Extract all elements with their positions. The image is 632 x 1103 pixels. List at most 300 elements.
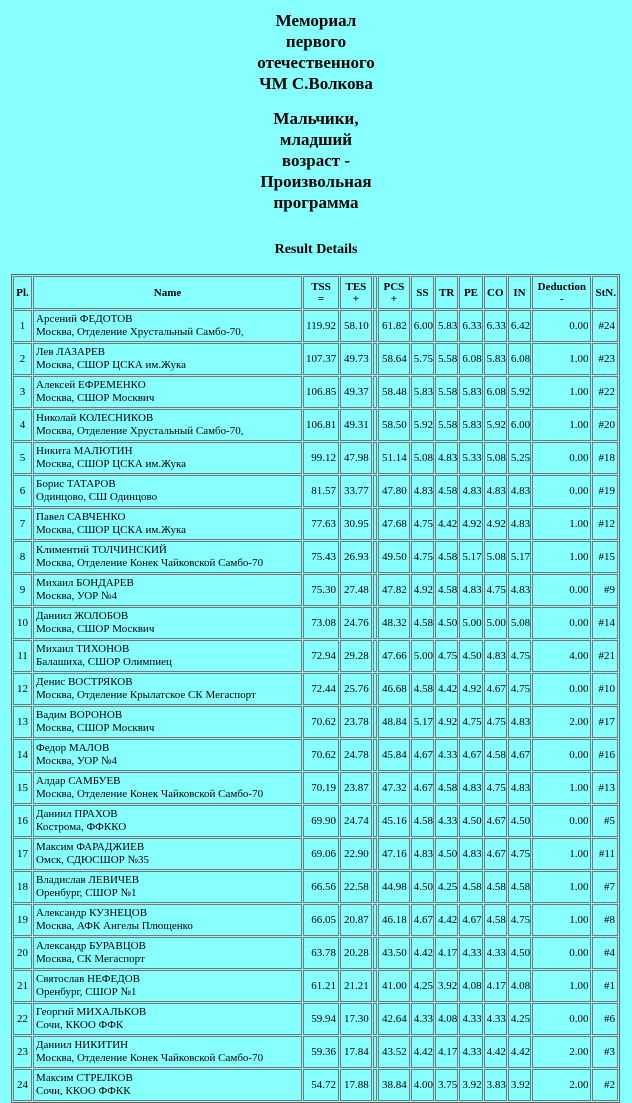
start-number-cell: #16	[592, 739, 618, 771]
deduction-cell: 0.00	[532, 1003, 591, 1035]
table-row	[13, 376, 618, 408]
in-cell: 4.75	[508, 904, 531, 936]
pcs-cell: 48.84	[378, 706, 410, 738]
tr-cell: 5.83	[435, 310, 458, 342]
place-cell: 3	[13, 376, 32, 408]
in-cell: 4.75	[508, 838, 531, 870]
table-row	[13, 904, 618, 936]
deduction-cell: 1.00	[532, 871, 591, 903]
place-cell: 6	[13, 475, 32, 507]
start-number-cell: #10	[592, 673, 618, 705]
header-name: Name	[33, 276, 302, 309]
pcs-cell: 45.16	[378, 805, 410, 837]
pcs-cell: 58.64	[378, 343, 410, 375]
header-tes	[340, 276, 372, 309]
tes-cell: 17.30	[340, 1003, 372, 1035]
tss-cell: 63.78	[303, 937, 339, 969]
tr-cell: 4.33	[435, 739, 458, 771]
tss-cell: 70.62	[303, 739, 339, 771]
pcs-cell: 45.84	[378, 739, 410, 771]
in-cell: 5.08	[508, 607, 531, 639]
header-co: CO	[484, 276, 507, 309]
ss-cell: 4.00	[411, 1069, 434, 1101]
start-number-cell: #21	[592, 640, 618, 672]
start-number-cell: #3	[592, 1036, 618, 1068]
ss-cell: 4.25	[411, 970, 434, 1002]
pe-cell: 4.33	[459, 937, 482, 969]
start-number-cell: #1	[592, 970, 618, 1002]
skater-cell	[33, 739, 302, 771]
tes-cell: 58.10	[340, 310, 372, 342]
tss-cell: 106.81	[303, 409, 339, 441]
category-title-line: программа	[273, 193, 359, 212]
table-row	[13, 475, 618, 507]
pcs-cell: 43.50	[378, 937, 410, 969]
co-cell: 5.92	[484, 409, 507, 441]
category-title	[0, 108, 632, 213]
skater-club: Сочи, ККОО ФФК	[36, 1019, 124, 1031]
ss-cell: 5.92	[411, 409, 434, 441]
header-pcs-label: PCS	[383, 280, 405, 293]
ss-cell: 4.58	[411, 673, 434, 705]
tes-cell: 20.28	[340, 937, 372, 969]
tr-cell: 4.25	[435, 871, 458, 903]
category-title-line: младший	[279, 130, 353, 149]
skater-name: Николай КОЛЕСНИКОВ	[36, 412, 154, 424]
table-row	[13, 937, 618, 969]
skater-club: Москва, УОР №4	[36, 590, 118, 602]
skater-club: Москва, Отделение Конек Чайковской Самбо-70	[36, 557, 264, 569]
place-cell: 12	[13, 673, 32, 705]
skater-name: Денис ВОСТРЯКОВ	[36, 676, 133, 688]
category-title-line: возраст -	[281, 151, 351, 170]
ss-cell: 5.83	[411, 376, 434, 408]
tes-cell: 24.78	[340, 739, 372, 771]
ss-cell: 4.75	[411, 541, 434, 573]
deduction-cell: 1.00	[532, 343, 591, 375]
deduction-cell: 0.00	[532, 937, 591, 969]
tes-cell: 26.93	[340, 541, 372, 573]
deduction-cell: 0.00	[532, 574, 591, 606]
pcs-cell: 47.82	[378, 574, 410, 606]
event-title-line: Мемориал	[275, 11, 357, 30]
ss-cell: 5.00	[411, 640, 434, 672]
co-cell: 4.42	[484, 1036, 507, 1068]
pe-cell: 4.50	[459, 640, 482, 672]
start-number-cell: #4	[592, 937, 618, 969]
pcs-cell: 49.50	[378, 541, 410, 573]
ss-cell: 4.42	[411, 1036, 434, 1068]
deduction-cell: 1.00	[532, 904, 591, 936]
co-cell: 4.67	[484, 805, 507, 837]
tss-cell: 69.90	[303, 805, 339, 837]
spacer-cell	[373, 607, 377, 639]
skater-cell	[33, 574, 302, 606]
tes-cell: 49.73	[340, 343, 372, 375]
table-row	[13, 706, 618, 738]
pe-cell: 4.75	[459, 706, 482, 738]
skater-club: Москва, Отделение Конек Чайковской Самбо-70	[36, 1052, 264, 1064]
category-title-line: Произвольная	[260, 172, 372, 191]
tr-cell: 4.17	[435, 1036, 458, 1068]
co-cell: 5.08	[484, 541, 507, 573]
pe-cell: 4.50	[459, 805, 482, 837]
table-row	[13, 838, 618, 870]
tr-cell: 4.58	[435, 541, 458, 573]
skater-cell	[33, 475, 302, 507]
tr-cell: 4.42	[435, 904, 458, 936]
place-cell: 8	[13, 541, 32, 573]
pe-cell: 5.17	[459, 541, 482, 573]
table-row	[13, 640, 618, 672]
spacer-cell	[373, 970, 377, 1002]
tes-cell: 27.48	[340, 574, 372, 606]
pe-cell: 4.33	[459, 1003, 482, 1035]
tss-cell: 70.19	[303, 772, 339, 804]
pe-cell: 4.92	[459, 673, 482, 705]
pcs-cell: 44.98	[378, 871, 410, 903]
pcs-cell: 47.66	[378, 640, 410, 672]
tss-cell: 107.37	[303, 343, 339, 375]
pe-cell: 4.83	[459, 574, 482, 606]
skater-name: Максим ФАРАДЖИЕВ	[36, 841, 145, 853]
tr-cell: 4.08	[435, 1003, 458, 1035]
spacer-cell	[373, 574, 377, 606]
ss-cell: 4.33	[411, 1003, 434, 1035]
spacer-cell	[373, 706, 377, 738]
start-number-cell: #18	[592, 442, 618, 474]
pe-cell: 5.00	[459, 607, 482, 639]
skater-name: Михаил ТИХОНОВ	[36, 643, 130, 655]
skater-cell	[33, 310, 302, 342]
header-tr: TR	[435, 276, 458, 309]
tr-cell: 4.58	[435, 574, 458, 606]
tr-cell: 4.33	[435, 805, 458, 837]
spacer-cell	[373, 838, 377, 870]
tss-cell: 73.08	[303, 607, 339, 639]
skater-club: Москва, СШОР Москвич	[36, 392, 155, 404]
tss-cell: 75.43	[303, 541, 339, 573]
table-row	[13, 772, 618, 804]
tr-cell: 3.92	[435, 970, 458, 1002]
spacer-cell	[373, 871, 377, 903]
ss-cell: 4.83	[411, 475, 434, 507]
tr-cell: 4.50	[435, 838, 458, 870]
pe-cell: 3.92	[459, 1069, 482, 1101]
skater-cell	[33, 937, 302, 969]
place-cell: 9	[13, 574, 32, 606]
start-number-cell: #22	[592, 376, 618, 408]
table-row	[13, 673, 618, 705]
event-title-line: первого	[285, 32, 347, 51]
place-cell: 13	[13, 706, 32, 738]
result-details-heading: Result Details	[274, 242, 358, 257]
skater-name: Арсений ФЕДОТОВ	[36, 313, 133, 325]
tss-cell: 66.56	[303, 871, 339, 903]
table-row	[13, 970, 618, 1002]
co-cell: 5.83	[484, 343, 507, 375]
deduction-cell: 1.00	[532, 541, 591, 573]
skater-name: Даниил НИКИТИН	[36, 1039, 129, 1051]
pcs-cell: 51.14	[378, 442, 410, 474]
skater-cell	[33, 970, 302, 1002]
tss-cell: 59.36	[303, 1036, 339, 1068]
start-number-cell: #9	[592, 574, 618, 606]
pe-cell: 4.08	[459, 970, 482, 1002]
in-cell: 5.92	[508, 376, 531, 408]
in-cell: 6.42	[508, 310, 531, 342]
skater-club: Москва, Отделение Крылатское СК Мегаспорт	[36, 689, 256, 701]
skater-club: Москва, УОР №4	[36, 755, 118, 767]
deduction-cell: 2.00	[532, 1036, 591, 1068]
header-deduction-sign: -	[559, 292, 564, 305]
table-row	[13, 574, 618, 606]
spacer-cell	[373, 805, 377, 837]
co-cell: 5.00	[484, 607, 507, 639]
co-cell: 4.33	[484, 1003, 507, 1035]
pcs-cell: 43.52	[378, 1036, 410, 1068]
spacer-cell	[373, 937, 377, 969]
ss-cell: 6.00	[411, 310, 434, 342]
tss-cell: 61.21	[303, 970, 339, 1002]
deduction-cell: 1.00	[532, 508, 591, 540]
tes-cell: 17.84	[340, 1036, 372, 1068]
header-in: IN	[508, 276, 531, 309]
in-cell: 4.50	[508, 937, 531, 969]
deduction-cell: 0.00	[532, 475, 591, 507]
deduction-cell: 0.00	[532, 442, 591, 474]
skater-name: Даниил ЖОЛОБОВ	[36, 610, 129, 622]
skater-club: Москва, СШОР ЦСКА им.Жука	[36, 524, 187, 536]
tes-cell: 33.77	[340, 475, 372, 507]
co-cell: 4.58	[484, 904, 507, 936]
place-cell: 4	[13, 409, 32, 441]
pe-cell: 4.67	[459, 904, 482, 936]
skater-club: Москва, СШОР ЦСКА им.Жука	[36, 458, 187, 470]
in-cell: 4.25	[508, 1003, 531, 1035]
header-tes-sign: +	[352, 292, 360, 305]
tes-cell: 49.31	[340, 409, 372, 441]
place-cell: 19	[13, 904, 32, 936]
skater-cell	[33, 508, 302, 540]
deduction-cell: 1.00	[532, 970, 591, 1002]
header-deduction-label: Deduction	[537, 280, 586, 293]
start-number-cell: #24	[592, 310, 618, 342]
deduction-cell: 2.00	[532, 706, 591, 738]
tr-cell: 4.42	[435, 673, 458, 705]
pcs-cell: 47.16	[378, 838, 410, 870]
place-cell: 5	[13, 442, 32, 474]
pcs-cell: 47.68	[378, 508, 410, 540]
header-row	[13, 276, 618, 309]
deduction-cell: 0.00	[532, 607, 591, 639]
place-cell: 11	[13, 640, 32, 672]
pcs-cell: 42.64	[378, 1003, 410, 1035]
table-row	[13, 343, 618, 375]
ss-cell: 4.92	[411, 574, 434, 606]
skater-cell	[33, 640, 302, 672]
table-row	[13, 1069, 618, 1101]
co-cell: 4.17	[484, 970, 507, 1002]
start-number-cell: #8	[592, 904, 618, 936]
tes-cell: 23.78	[340, 706, 372, 738]
co-cell: 4.67	[484, 673, 507, 705]
in-cell: 4.50	[508, 805, 531, 837]
event-title-line: ЧМ С.Волкова	[259, 74, 373, 93]
spacer-cell	[373, 343, 377, 375]
skater-name: Алексей ЕФРЕМЕНКО	[36, 379, 146, 391]
tr-cell: 4.58	[435, 772, 458, 804]
pe-cell: 4.83	[459, 475, 482, 507]
tss-cell: 119.92	[303, 310, 339, 342]
spacer-cell	[373, 739, 377, 771]
skater-club: Кострома, ФФККО	[36, 821, 127, 833]
ss-cell: 4.75	[411, 508, 434, 540]
tss-cell: 72.94	[303, 640, 339, 672]
tr-cell: 4.75	[435, 640, 458, 672]
in-cell: 4.08	[508, 970, 531, 1002]
skater-club: Москва, Отделение Хрустальный Самбо-70,	[36, 425, 244, 437]
pe-cell: 5.83	[459, 409, 482, 441]
skater-cell	[33, 673, 302, 705]
skater-name: Вадим ВОРОНОВ	[36, 709, 123, 721]
start-number-cell: #19	[592, 475, 618, 507]
table-row	[13, 805, 618, 837]
spacer-cell	[373, 673, 377, 705]
ss-cell: 4.58	[411, 607, 434, 639]
header-deduction	[532, 276, 591, 309]
header-tss-sign: =	[317, 292, 325, 305]
start-number-cell: #2	[592, 1069, 618, 1101]
skater-club: Сочи, ККОО ФФКК	[36, 1085, 131, 1097]
tr-cell: 4.17	[435, 937, 458, 969]
table-row	[13, 310, 618, 342]
pcs-cell: 48.32	[378, 607, 410, 639]
pcs-cell: 46.68	[378, 673, 410, 705]
tes-cell: 25.76	[340, 673, 372, 705]
in-cell: 4.67	[508, 739, 531, 771]
skater-cell	[33, 409, 302, 441]
co-cell: 4.75	[484, 574, 507, 606]
place-cell: 20	[13, 937, 32, 969]
co-cell: 4.75	[484, 706, 507, 738]
co-cell: 4.58	[484, 739, 507, 771]
in-cell: 3.92	[508, 1069, 531, 1101]
skater-cell	[33, 541, 302, 573]
header-stn: StN.	[592, 276, 618, 309]
start-number-cell: #17	[592, 706, 618, 738]
skater-name: Михаил БОНДАРЕВ	[36, 577, 134, 589]
ss-cell: 4.67	[411, 739, 434, 771]
pcs-cell: 47.32	[378, 772, 410, 804]
tes-cell: 30.95	[340, 508, 372, 540]
pe-cell: 4.33	[459, 1036, 482, 1068]
skater-name: Георгий МИХАЛЬКОВ	[36, 1006, 147, 1018]
deduction-cell: 2.00	[532, 1069, 591, 1101]
pcs-cell: 41.00	[378, 970, 410, 1002]
tes-cell: 49.37	[340, 376, 372, 408]
header-pe: PE	[459, 276, 482, 309]
in-cell: 5.17	[508, 541, 531, 573]
co-cell: 4.75	[484, 772, 507, 804]
skater-club: Москва, Отделение Конек Чайковской Самбо-70	[36, 788, 264, 800]
co-cell: 4.67	[484, 838, 507, 870]
place-cell: 10	[13, 607, 32, 639]
skater-name: Борис ТАТАРОВ	[36, 478, 116, 490]
start-number-cell: #6	[592, 1003, 618, 1035]
skater-club: Москва, СШОР Москвич	[36, 722, 155, 734]
place-cell: 1	[13, 310, 32, 342]
pe-cell: 4.83	[459, 772, 482, 804]
in-cell: 6.00	[508, 409, 531, 441]
spacer-cell	[373, 310, 377, 342]
tss-cell: 77.63	[303, 508, 339, 540]
skater-name: Александр КУЗНЕЦОВ	[36, 907, 148, 919]
skater-name: Лев ЛАЗАРЕВ	[36, 346, 106, 358]
place-cell: 16	[13, 805, 32, 837]
skater-name: Даниил ПРАХОВ	[36, 808, 118, 820]
in-cell: 4.75	[508, 673, 531, 705]
co-cell: 4.58	[484, 871, 507, 903]
skater-name: Максим СТРЕЛКОВ	[36, 1072, 133, 1084]
tss-cell: 72.44	[303, 673, 339, 705]
tss-cell: 106.85	[303, 376, 339, 408]
deduction-cell: 0.00	[532, 739, 591, 771]
deduction-cell: 0.00	[532, 805, 591, 837]
co-cell: 4.83	[484, 640, 507, 672]
tss-cell: 69.06	[303, 838, 339, 870]
ss-cell: 5.75	[411, 343, 434, 375]
pcs-cell: 61.82	[378, 310, 410, 342]
in-cell: 4.83	[508, 508, 531, 540]
table-row	[13, 508, 618, 540]
ss-cell: 5.08	[411, 442, 434, 474]
skater-name: Никита МАЛЮТИН	[36, 445, 133, 457]
co-cell: 6.33	[484, 310, 507, 342]
tss-cell: 81.57	[303, 475, 339, 507]
skater-cell	[33, 805, 302, 837]
skater-club: Одинцово, СШ Одинцово	[36, 491, 158, 503]
header-pcs-sign: +	[390, 292, 398, 305]
spacer-cell	[373, 1069, 377, 1101]
start-number-cell: #12	[592, 508, 618, 540]
place-cell: 7	[13, 508, 32, 540]
spacer-cell	[373, 442, 377, 474]
spacer-cell	[373, 904, 377, 936]
tr-cell: 5.58	[435, 376, 458, 408]
place-cell: 24	[13, 1069, 32, 1101]
skater-club: Москва, СШОР Москвич	[36, 623, 155, 635]
deduction-cell: 1.00	[532, 838, 591, 870]
skater-club: Москва, АФК Ангелы Плющенко	[36, 920, 193, 932]
skater-name: Климентий ТОЛЧИНСКИЙ	[36, 544, 167, 556]
in-cell: 6.08	[508, 343, 531, 375]
tes-cell: 24.76	[340, 607, 372, 639]
deduction-cell: 0.00	[532, 673, 591, 705]
pe-cell: 6.08	[459, 343, 482, 375]
header-spacer	[373, 276, 377, 309]
skater-name: Алдар САМБУЕВ	[36, 775, 121, 787]
header-tss	[303, 276, 339, 309]
table-row	[13, 607, 618, 639]
pe-cell: 5.33	[459, 442, 482, 474]
skater-club: Москва, СШОР ЦСКА им.Жука	[36, 359, 187, 371]
table-row	[13, 739, 618, 771]
tss-cell: 70.62	[303, 706, 339, 738]
tes-cell: 47.98	[340, 442, 372, 474]
in-cell: 4.83	[508, 706, 531, 738]
tr-cell: 5.58	[435, 409, 458, 441]
